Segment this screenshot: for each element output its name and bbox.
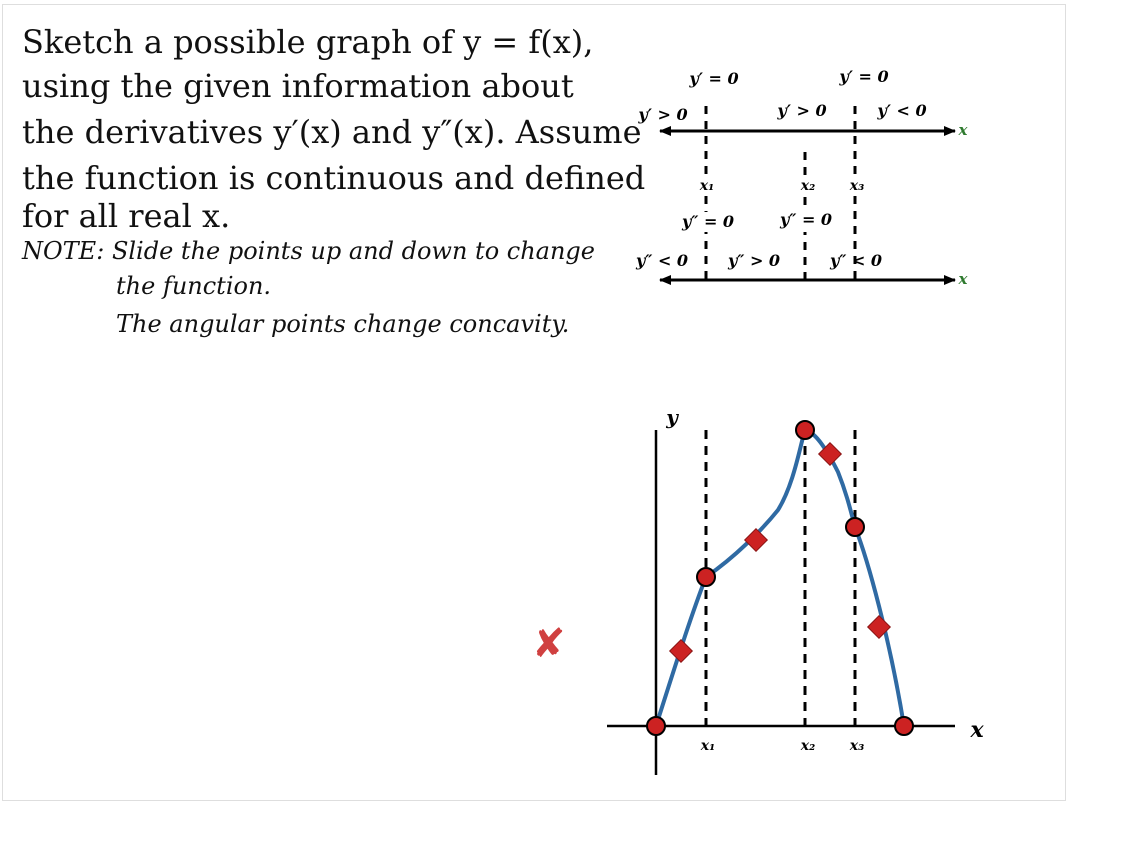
graph-tick-x3: x₃ bbox=[849, 738, 865, 754]
slider-point-x3[interactable] bbox=[846, 518, 864, 536]
problem-line-2: using the given information about bbox=[22, 67, 574, 105]
y-prime-zero-label-1: y′ = 0 bbox=[689, 69, 739, 88]
sign-chart-x2-label: x₂ bbox=[800, 178, 816, 194]
function-curve bbox=[656, 430, 904, 726]
note-text bbox=[22, 237, 595, 265]
slider-point-origin[interactable] bbox=[647, 717, 665, 735]
note-line-2: the function. bbox=[116, 272, 272, 300]
sign-chart-x1-label: x₁ bbox=[699, 178, 715, 194]
slider-diamond-2[interactable] bbox=[745, 529, 768, 552]
problem-line-1: Sketch a possible graph of y = f(x), bbox=[22, 23, 594, 61]
graph-x-label: x bbox=[970, 717, 984, 743]
incorrect-mark-icon: ✘ bbox=[532, 621, 566, 667]
graph-y-label: y bbox=[666, 405, 678, 429]
y-double-prime-sign-1: y″ < 0 bbox=[635, 251, 689, 270]
problem-line-4: the function is continuous and defined bbox=[22, 159, 646, 197]
y-double-prime-zero-label-2: y″ = 0 bbox=[779, 210, 833, 229]
sign-chart-x3-label: x₃ bbox=[849, 178, 865, 194]
problem-line-3: the derivatives y′(x) and y″(x). Assume bbox=[22, 113, 642, 151]
y-prime-zero-label-2: y′ = 0 bbox=[839, 67, 889, 86]
graph-tick-x2: x₂ bbox=[800, 738, 816, 754]
y-prime-sign-1: y′ > 0 bbox=[638, 105, 688, 124]
note-label: NOTE: bbox=[22, 237, 105, 265]
y-double-prime-sign-2: y″ > 0 bbox=[727, 251, 781, 270]
slider-point-x2[interactable] bbox=[796, 421, 814, 439]
graph-tick-x1: x₁ bbox=[700, 738, 716, 754]
function-graph[interactable] bbox=[600, 400, 1000, 785]
second-line-x-label: x bbox=[958, 270, 968, 288]
y-prime-sign-3: y′ < 0 bbox=[877, 101, 927, 120]
note-line-3: The angular points change concavity. bbox=[116, 310, 570, 338]
y-double-prime-sign-3: y″ < 0 bbox=[829, 251, 883, 270]
y-double-prime-zero-label-1: y″ = 0 bbox=[681, 212, 735, 231]
note-line-1: Slide the points up and down to change bbox=[111, 237, 595, 265]
slider-point-end[interactable] bbox=[895, 717, 913, 735]
slider-diamond-1[interactable] bbox=[670, 640, 693, 663]
sign-chart bbox=[620, 60, 990, 300]
first-line-x-label: x bbox=[958, 121, 968, 139]
y-prime-sign-2: y′ > 0 bbox=[777, 101, 827, 120]
problem-line-5: for all real x. bbox=[22, 197, 231, 235]
slider-point-x1[interactable] bbox=[697, 568, 715, 586]
